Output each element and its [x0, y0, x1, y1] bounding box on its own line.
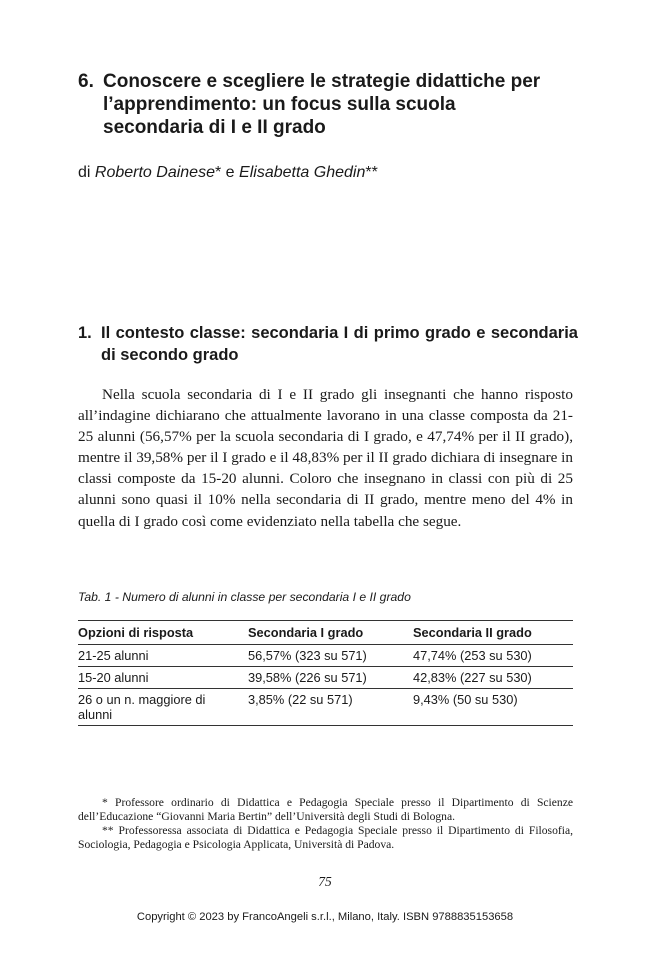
copyright-notice: Copyright © 2023 by FrancoAngeli s.r.l., Milano, Italy. ISBN 9788835153658 [136, 911, 514, 923]
table-row [78, 689, 573, 726]
author-1: Roberto Dainese [94, 164, 215, 181]
table-cell: 9,43% (50 su 530) [413, 692, 518, 707]
section-title-text: Il contesto classe: secondaria I di primo grado e secondaria di secondo grado [101, 324, 578, 364]
section-number: 1. [78, 324, 92, 342]
page-number: 75 [318, 874, 332, 889]
chapter-number: 6. [78, 71, 94, 92]
table-caption: Tab. 1 - Numero di alunni in classe per secondaria I e II grado [78, 590, 411, 604]
authors-line [78, 163, 378, 183]
table-cell: 56,57% (323 su 571) [248, 648, 367, 663]
footnotes [78, 796, 573, 852]
table-header-cell: Opzioni di risposta [78, 625, 194, 640]
table-cell: 39,58% (226 su 571) [248, 670, 367, 685]
table-cell: 15-20 alunni [78, 670, 149, 685]
body-paragraph: Nella scuola secondaria di I e II grado gli insegnanti che hanno risposto all’indagine dichiarano che attualmente lavorano in una classe composta da 21-25 alunni (56,57% per la scuola secondaria di I grado, e 47,74% per il II grado), mentre il 39,58% per il I grado e il 48,83% per il II grado dichiara di insegnare in classi composte da 15-20 alunni. Coloro che insegnano in classi con più di 25 alunni sono quasi il 10% nella secondaria di II grado, mentre meno del 4% in quella di I grado così come evidenziato nella tabella che segue. [78, 386, 573, 530]
data-table [78, 620, 573, 726]
section-heading [78, 322, 578, 366]
footnote-1: * Professore ordinario di Didattica e Pedagogia Speciale presso il Dipartimento di Scienze dell’Educazione “Giovanni Maria Bertin” dell’Università degli Studi di Bologna. [78, 796, 573, 823]
table-cell: 42,83% (227 su 530) [413, 670, 532, 685]
table-cell: 47,74% (253 su 530) [413, 648, 532, 663]
table-header-cell: Secondaria II grado [413, 625, 532, 640]
authors-prefix: di [78, 164, 91, 181]
table-row [78, 645, 573, 667]
author-2-mark: ** [365, 164, 378, 181]
author-1-mark: * [214, 164, 222, 181]
chapter-title-text: Conoscere e scegliere le strategie didattiche per l’apprendimento: un focus sulla scuola secondaria di I e II grado [103, 71, 541, 138]
table-cell: 26 o un n. maggiore di alunni [78, 692, 206, 722]
table-cell: 21-25 alunni [78, 648, 149, 663]
table-row [78, 667, 573, 689]
footnote-2: ** Professoressa associata di Didattica e Pedagogia Speciale presso il Dipartimento di Filosofia, Sociologia, Pedagogia e Psicologia Applicata, Università di Padova. [78, 824, 573, 851]
table-header-cell: Secondaria I grado [248, 625, 364, 640]
authors-conjunction: e [225, 164, 235, 181]
table-cell: 3,85% (22 su 571) [248, 692, 353, 707]
table-header-row [78, 621, 573, 645]
author-2: Elisabetta Ghedin [239, 164, 366, 181]
chapter-title [78, 70, 558, 139]
body-text [78, 384, 573, 532]
